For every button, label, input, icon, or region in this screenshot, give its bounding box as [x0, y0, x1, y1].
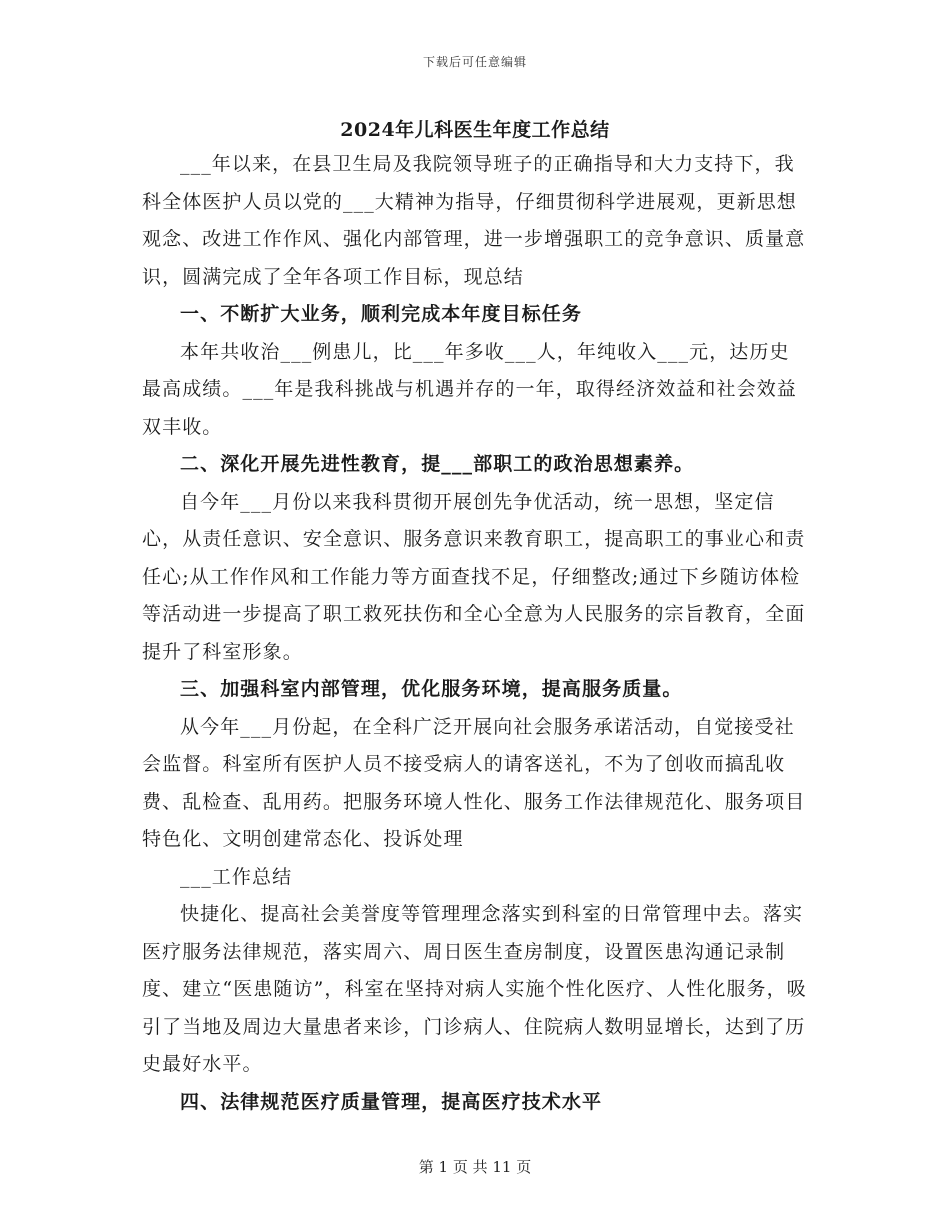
- document-title: 2024年儿科医生年度工作总结: [340, 119, 610, 141]
- paragraph-1: 本年共收治___例患儿，比___年多收___人，年纯收入___元，达历史最高成绩。___年是我科挑战与机遇并存的一年，取得经济效益和社会效益双丰收。: [142, 340, 797, 438]
- page-number: 第 1 页 共 11 页: [418, 1158, 532, 1176]
- section-heading-1: 一、不断扩大业务，顺利完成本年度目标任务: [180, 303, 583, 325]
- section-heading-4: 四、法律规范医疗质量管理，提高医疗技术水平: [180, 1090, 603, 1113]
- paragraph-2: 自今年___月份以来我科贯彻开展创先争优活动，统一思想，坚定信心，从责任意识、安全意识、服务意识来教育职工，提高职工的事业心和责任心;从工作作风和工作能力等方面查找不足，仔细整改;通过下乡随访体检等活动进一步提高了职工救死扶伤和全心全意为人民服务的宗旨教育，全面提升了科室形象。: [142, 490, 806, 663]
- paragraph-3: 从今年___月份起，在全科广泛开展向社会服务承诺活动，自觉接受社会监督。科室所有医护人员不接受病人的请客送礼，不为了创收而搞乱收费、乱检查、乱用药。把服务环境人性化、服务工作法律规范化、服务项目特色化、文明创建常态化、投诉处理: [142, 715, 806, 850]
- section-heading-2: 二、深化开展先进性教育，提___部职工的政治思想素养。: [180, 453, 695, 475]
- section-heading-3: 三、加强科室内部管理，优化服务环境，提高服务质量。: [180, 678, 683, 700]
- header-note: 下载后可任意编辑: [422, 55, 527, 69]
- paragraph-3-note: ___工作总结: [180, 865, 293, 888]
- document-body: [142, 146, 808, 1121]
- paragraph-intro: ___年以来，在县卫生局及我院领导班子的正确指导和大力支持下，我科全体医护人员以党的___大精神为指导，仔细贯彻科学进展观，更新思想观念、改进工作作风、强化内部管理，进一步增强职工的竞争意识、质量意识，圆满完成了全年各项工作目标，现总结: [142, 153, 806, 288]
- paragraph-4: 快捷化、提高社会美誉度等管理理念落实到科室的日常管理中去。落实医疗服务法律规范，落实周六、周日医生查房制度，设置医患沟通记录制度、建立“医患随访”，科室在坚持对病人实施个性化医疗、人性化服务，吸引了当地及周边大量患者来诊，门诊病人、住院病人数明显增长，达到了历史最好水平。: [142, 903, 807, 1075]
